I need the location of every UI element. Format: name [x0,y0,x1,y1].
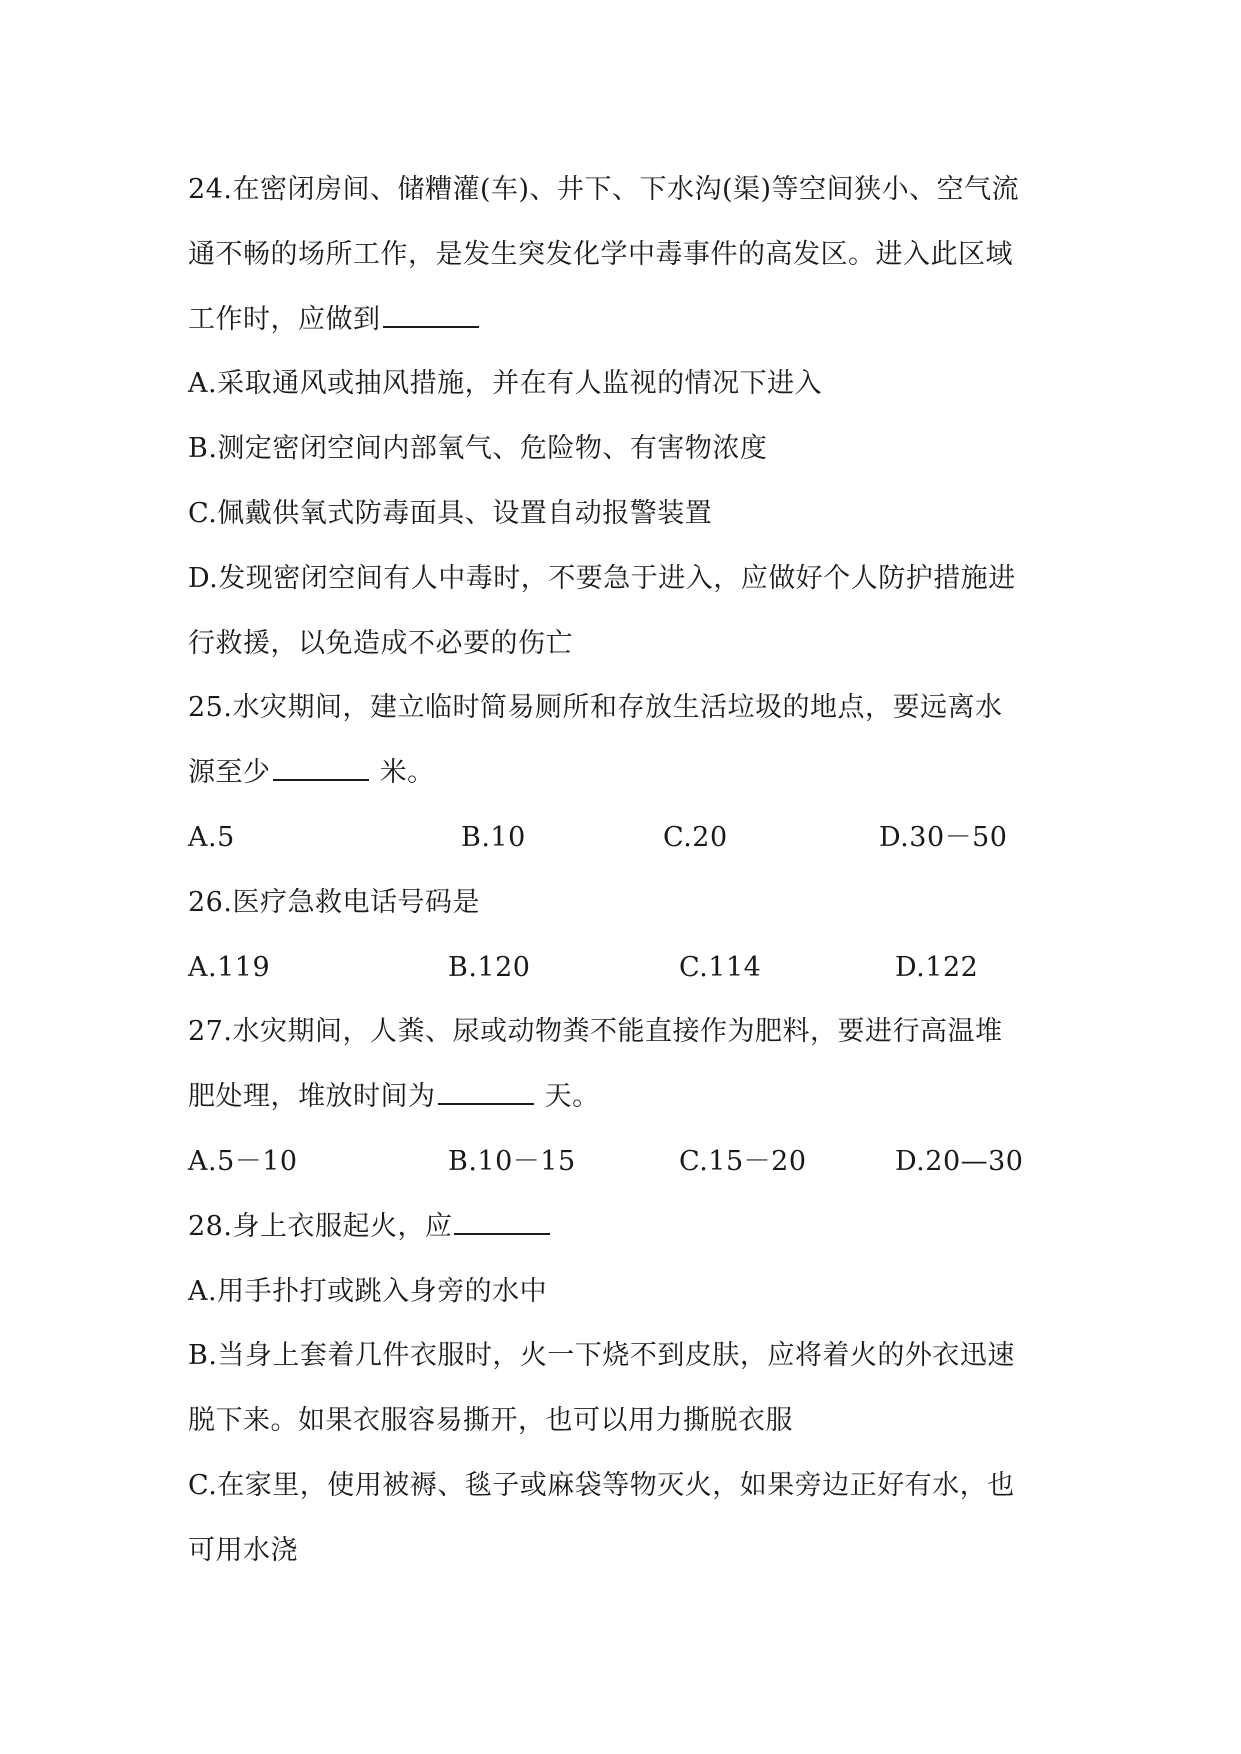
question-26-option-d: D.122 [895,951,979,983]
question-27-option-d: D.20—30 [895,1145,1024,1177]
question-28-option-b-line-1: B.当身上套着几件衣服时，火一下烧不到皮肤，应将着火的外衣迅速 [188,1340,1015,1372]
question-25-option-c: C.20 [663,821,728,853]
question-27-option-b: B.10－15 [448,1145,576,1177]
question-25-option-a: A.5 [188,821,235,853]
question-28-stem [188,1195,1058,1260]
question-24-option-d-line-2: 行救援，以免造成不必要的伤亡 [188,627,573,659]
question-25-options [188,806,1058,871]
question-24-option-a: A.采取通风或抽风措施，并在有人监视的情况下进入 [188,368,823,400]
question-28-option-c-line-2: 可用水浇 [188,1534,298,1566]
question-28-option-a: A.用手扑打或跳入身旁的水中 [188,1275,548,1307]
question-24-stem-line-1: 24.在密闭房间、储糟灌(车)、井下、下水沟(渠)等空间狭小、空气流 [188,174,1020,205]
question-28-option-b-line-2: 脱下来。如果衣服容易撕开，也可以用力撕脱衣服 [188,1405,793,1437]
question-list [188,158,1058,1584]
question-28-stem-text: 28.身上衣服起火，应 [188,1210,453,1242]
question-24-option-c: C.佩戴供氧式防毒面具、设置自动报警装置 [188,497,713,529]
question-26-option-b: B.120 [448,951,531,983]
question-24-stem-line-3 [188,288,1058,353]
question-25-stem-text: 源至少 [188,757,271,789]
question-26-options [188,936,1058,1001]
question-25-stem-suffix: 米。 [370,757,435,789]
question-26-stem: 26.医疗急救电话号码是 [188,886,480,918]
answer-blank [273,757,369,781]
question-24-option-b: B.测定密闭空间内部氧气、危险物、有害物浓度 [188,433,768,465]
question-24-stem-text: 工作时，应做到 [188,303,381,335]
question-26-option-c: C.114 [679,951,762,983]
question-27-stem-suffix: 天。 [535,1081,600,1113]
question-24-option-d-line-1: D.发现密闭空间有人中毒时，不要急于进入，应做好个人防护措施进 [188,562,1016,594]
answer-blank [438,1081,534,1105]
question-27-option-a: A.5－10 [188,1145,298,1177]
question-28-option-c-line-1: C.在家里，使用被褥、毯子或麻袋等物灭火，如果旁边正好有水，也 [188,1469,1015,1501]
question-27-option-c: C.15－20 [679,1145,807,1177]
question-25-stem-line-1: 25.水灾期间，建立临时简易厕所和存放生活垃圾的地点，要远离水 [188,692,1003,724]
question-25-option-b: B.10 [461,821,526,853]
question-25-stem-line-2 [188,741,1058,806]
question-27-stem-line-2 [188,1065,1058,1130]
question-27-stem-text: 肥处理，堆放时间为 [188,1081,436,1113]
question-24-stem-line-2: 通不畅的场所工作，是发生突发化学中毒事件的高发区。进入此区域 [188,238,1013,270]
question-25-option-d: D.30－50 [879,821,1008,853]
question-26-option-a: A.119 [188,951,271,983]
answer-blank [454,1211,550,1235]
question-27-stem-line-1: 27.水灾期间，人粪、尿或动物粪不能直接作为肥料，要进行高温堆 [188,1016,1003,1048]
answer-blank [383,304,479,328]
question-27-options [188,1130,1058,1195]
